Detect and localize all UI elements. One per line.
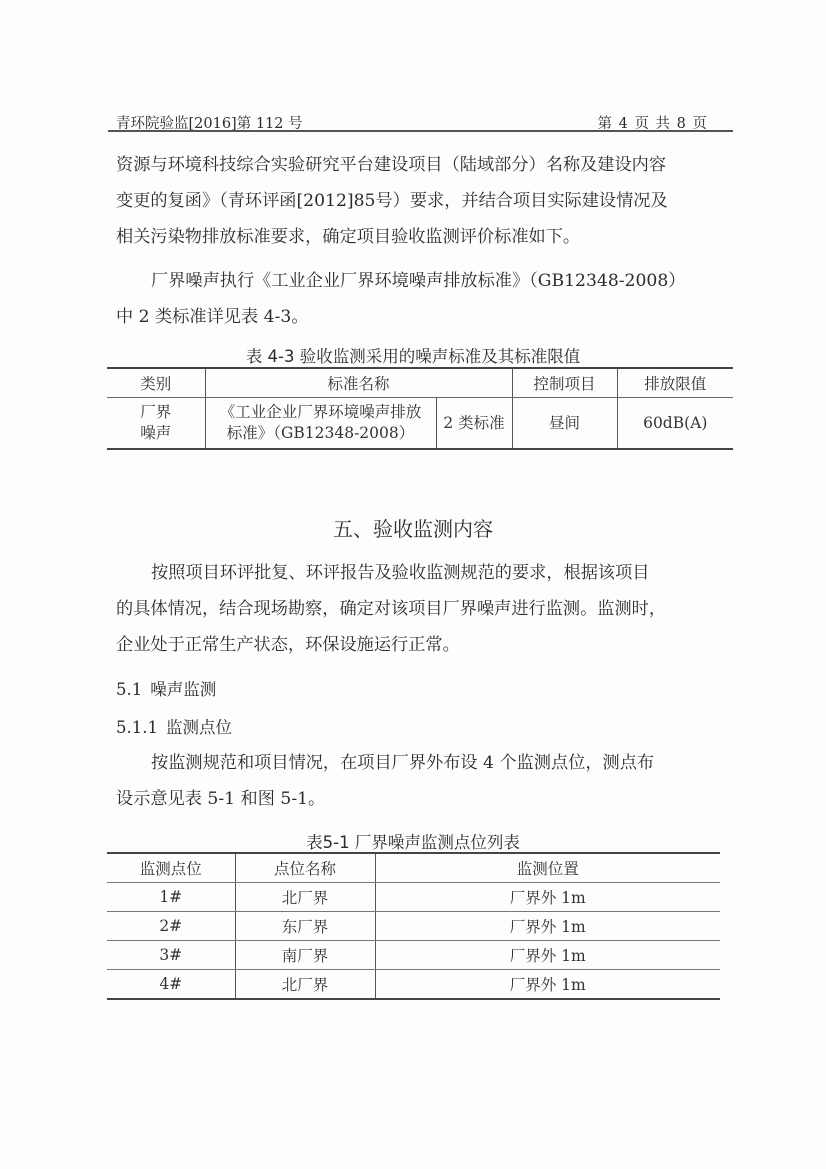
header-cell: 监测位置	[375, 853, 720, 883]
text-line: 相关污染物排放标准要求，确定项目验收监测评价标准如下。	[116, 227, 581, 247]
point-id-cell: 3#	[107, 941, 235, 970]
subsection-heading	[116, 676, 216, 700]
table-row	[107, 912, 720, 941]
point-id-cell: 1#	[107, 883, 235, 912]
point-location-cell: 厂界外 1m	[375, 883, 720, 912]
table-4-3-caption: 表 4-3 验收监测采用的噪声标准及其标准限值	[245, 347, 581, 366]
header-cell: 排放限值	[617, 368, 733, 398]
table-row	[107, 883, 720, 912]
text-line: 的具体情况，结合现场勘察，确定对该项目厂界噪声进行监测。监测时，	[116, 599, 667, 619]
text-line: 企业处于正常生产状态，环保设施运行正常。	[116, 635, 460, 655]
cell-line: 《工业企业厂界环境噪声排放	[219, 403, 422, 421]
table-header-row	[107, 368, 733, 398]
document-number: 青环院验监[2016]第 112 号	[116, 116, 303, 132]
table-row	[107, 398, 733, 450]
section-title: 五、验收监测内容	[333, 517, 493, 541]
page-info: 第 4 页 共 8 页	[597, 116, 708, 132]
table-row	[107, 970, 720, 1000]
subsubsection-heading	[116, 714, 232, 738]
text-line: 变更的复函》（青环评函[2012]85号）要求，并结合项目实际建设情况及	[116, 191, 668, 211]
table-header-row	[107, 853, 720, 883]
point-name-cell: 北厂界	[235, 883, 375, 912]
text-line: 按监测规范和项目情况，在项目厂界外布设 4 个监测点位，测点布	[151, 753, 655, 773]
text-line: 资源与环境科技综合实验研究平台建设项目（陆域部分）名称及建设内容	[116, 155, 667, 175]
table-row	[107, 941, 720, 970]
table-5-1	[107, 852, 720, 1000]
noise-standard-paragraph	[116, 263, 736, 335]
category-cell	[107, 398, 205, 450]
class-cell: 2 类标准	[436, 398, 512, 450]
control-item-cell: 昼间	[512, 398, 617, 450]
cell-line: 噪声	[140, 424, 172, 442]
header-cell: 控制项目	[512, 368, 617, 398]
point-name-cell: 东厂界	[235, 912, 375, 941]
table-5-1-caption: 表5-1 厂界噪声监测点位列表	[306, 833, 520, 852]
point-location-cell: 厂界外 1m	[375, 912, 720, 941]
header-cell: 监测点位	[107, 853, 235, 883]
header-divider	[108, 130, 733, 132]
cell-line: 标准》（GB12348-2008）	[226, 424, 415, 442]
point-location-cell: 厂界外 1m	[375, 941, 720, 970]
table-4-3	[107, 367, 733, 450]
standard-name-cell	[205, 398, 436, 450]
point-id-cell: 2#	[107, 912, 235, 941]
header-cell: 点位名称	[235, 853, 375, 883]
points-paragraph	[116, 745, 736, 817]
cell-line: 厂界	[140, 403, 172, 421]
point-location-cell: 厂界外 1m	[375, 970, 720, 1000]
limit-cell: 60dB(A)	[617, 398, 733, 450]
point-name-cell: 北厂界	[235, 970, 375, 1000]
subsection-title: 监测点位	[165, 718, 232, 737]
header-cell: 类别	[107, 368, 205, 398]
header-cell: 标准名称	[205, 368, 512, 398]
intro-paragraph	[116, 147, 736, 255]
text-line: 厂界噪声执行《工业企业厂界环境噪声排放标准》（GB12348-2008）	[151, 271, 686, 291]
subsection-number: 5.1	[116, 680, 143, 699]
text-line: 设示意见表 5-1 和图 5-1。	[116, 789, 326, 809]
text-line: 按照项目环评批复、环评报告及验收监测规范的要求，根据该项目	[151, 563, 650, 583]
point-name-cell: 南厂界	[235, 941, 375, 970]
subsection-number: 5.1.1	[116, 718, 158, 737]
text-line: 中 2 类标准详见表 4-3。	[116, 307, 309, 327]
section5-paragraph	[116, 555, 736, 663]
subsection-title: 噪声监测	[150, 680, 217, 699]
point-id-cell: 4#	[107, 970, 235, 1000]
